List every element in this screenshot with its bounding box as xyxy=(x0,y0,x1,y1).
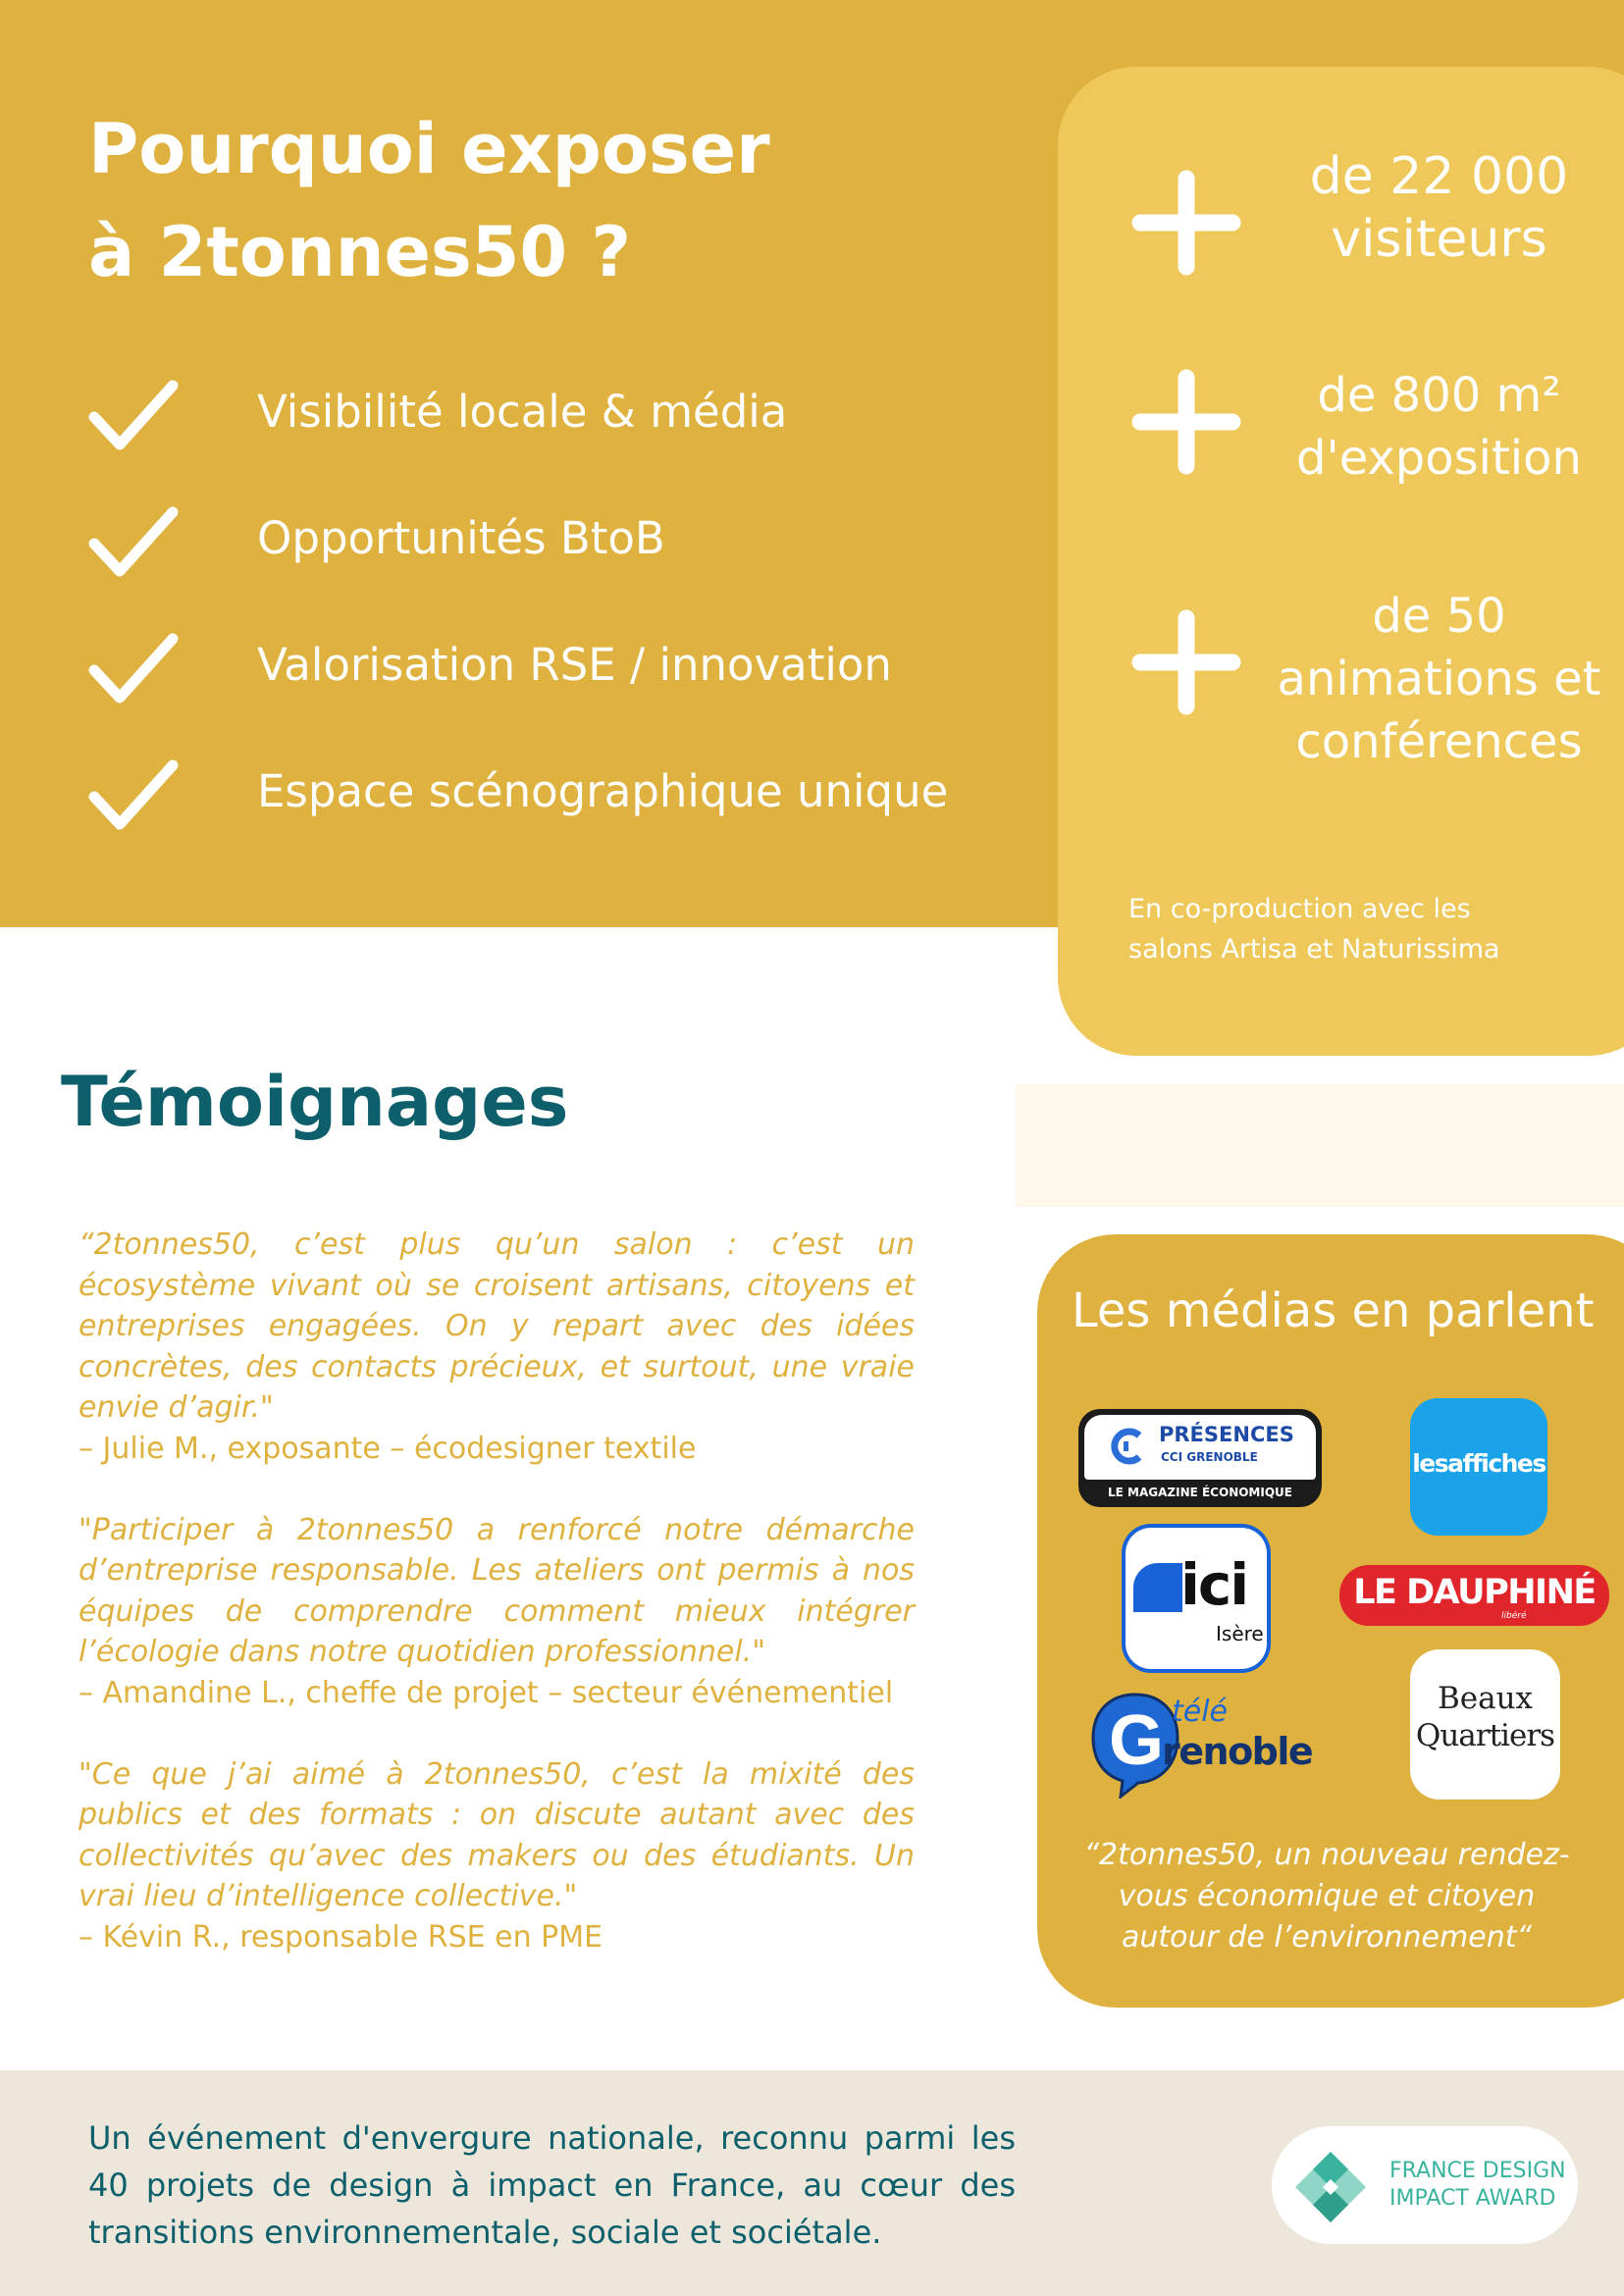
testimonials-title: Témoignages xyxy=(61,1062,569,1142)
checkmark-icon xyxy=(88,378,179,456)
award-label: FRANCE DESIGN IMPACT AWARD xyxy=(1389,2159,1566,2211)
media-panel xyxy=(1037,1234,1624,2008)
media-quote: “2tonnes50, un nouveau rendez-vous économique et citoyen autour de l’environnement“ xyxy=(1083,1838,1570,1955)
testimonial-quote: "Participer à 2tonnes50 a renforcé notre démarche d’entreprise responsable. Les ateliers ont permis à nos équipes de comprendre comment mieux intégrer l’écologie dans notre quotidien professionnel." xyxy=(79,1512,915,1669)
stat-visitors-text: de 22 000 visiteurs xyxy=(1309,147,1569,269)
page-title xyxy=(88,98,971,304)
testimonial-quote: "Ce que j’ai aimé à 2tonnes50, c’est la mixité des publics et des formats : on discute autant avec des collectivités qu’avec des makers ou des étudiants. Un vrai lieu d’intelligence collective." xyxy=(79,1756,915,1913)
testimonial-author: – Kévin R., responsable RSE en PME xyxy=(79,1919,603,1955)
testimonials-list xyxy=(79,1225,915,1999)
ici-isere-logo: ici Isère xyxy=(1122,1524,1271,1673)
testimonial-quote: “2tonnes50, c’est plus qu’un salon : c’est un écosystème vivant où se croisent artisans, citoyens et entreprises engagées. On y repart avec des idées concrètes, des contacts précieux, et surtout, une vraie envie d’agir." xyxy=(79,1227,915,1425)
le-dauphine-logo: LE DAUPHINÉ libéré xyxy=(1339,1565,1609,1626)
checkmark-icon xyxy=(88,757,179,836)
benefit-label: Opportunités BtoB xyxy=(257,512,665,564)
benefit-label: Espace scénographique unique xyxy=(257,765,949,817)
benefit-item xyxy=(88,378,1030,504)
stats-panel xyxy=(1058,67,1624,1056)
testimonial-author: – Amandine L., cheffe de projet – secteur événementiel xyxy=(79,1675,894,1710)
footer-text: Un événement d'envergure nationale, reconnu parmi les 40 projets de design à impact en France, au cœur des transitions environnementale, sociale et sociétale. xyxy=(88,2119,1016,2251)
footer-band xyxy=(0,2070,1624,2296)
benefit-label: Visibilité locale & média xyxy=(257,386,788,438)
stat-animations-text: de 50 animations et conférences xyxy=(1277,589,1601,769)
checkmark-icon xyxy=(88,631,179,709)
cci-c-icon xyxy=(1108,1427,1147,1466)
benefit-item xyxy=(88,504,1030,631)
testimonial-author: – Julie M., exposante – écodesigner textile xyxy=(79,1431,697,1466)
benefit-label: Valorisation RSE / innovation xyxy=(257,639,892,691)
benefit-item xyxy=(88,757,1030,884)
plus-icon xyxy=(1128,604,1244,720)
decorative-strip xyxy=(1016,1084,1624,1207)
media-title: Les médias en parlent xyxy=(1072,1283,1595,1338)
beaux-quartiers-logo: Beaux Quartiers xyxy=(1410,1649,1560,1800)
title-line-1: Pourquoi exposer xyxy=(88,109,770,189)
benefit-item xyxy=(88,631,1030,757)
les-affiches-logo: lesaffiches xyxy=(1410,1398,1547,1536)
award-diamond-icon xyxy=(1291,2148,1370,2226)
ici-quarter-circle-icon xyxy=(1133,1563,1182,1612)
presences-logo: PRÉSENCES CCI GRENOBLE LE MAGAZINE ÉCONOMIQUE xyxy=(1078,1409,1322,1507)
tele-grenoble-logo: G télé renoble xyxy=(1091,1691,1346,1803)
title-line-2: à 2tonnes50 ? xyxy=(88,212,632,292)
checkmark-icon xyxy=(88,504,179,583)
coproduction-note: En co-production avec les salons Artisa et Naturissima xyxy=(1128,894,1500,965)
stat-surface-text: de 800 m² d'exposition xyxy=(1296,368,1582,486)
plus-icon xyxy=(1128,165,1244,281)
benefits-list xyxy=(88,378,1030,884)
plus-icon xyxy=(1128,364,1244,480)
award-badge xyxy=(1272,2126,1578,2244)
